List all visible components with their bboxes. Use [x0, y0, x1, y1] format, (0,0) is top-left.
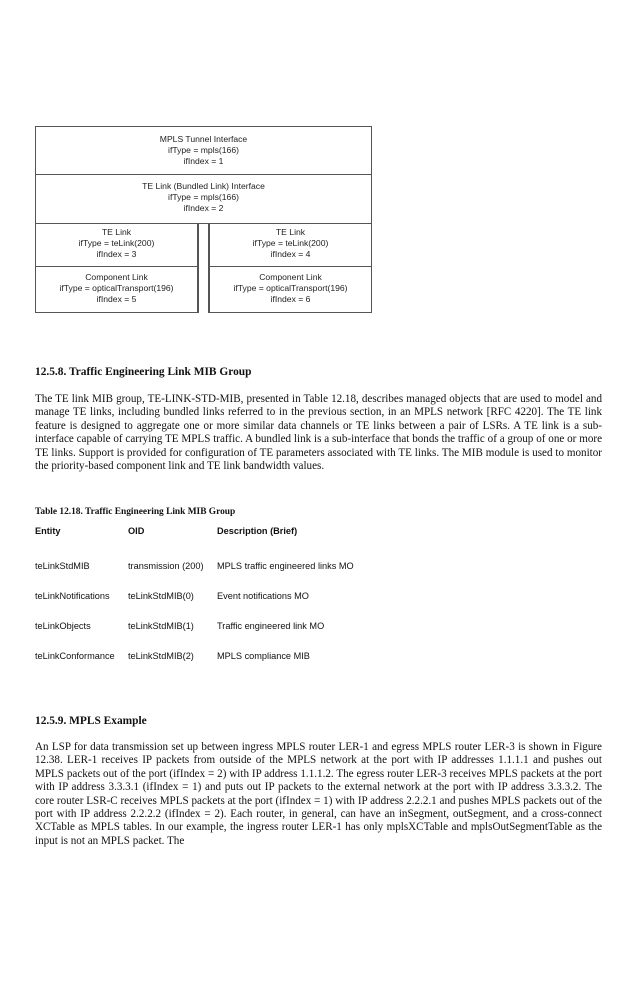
box-line: ifType = opticalTransport(196) — [233, 283, 348, 293]
box-line: MPLS Tunnel Interface — [159, 134, 248, 144]
column-header-description: Description (Brief) — [217, 526, 298, 536]
te-link-bundled-interface-box — [35, 174, 372, 224]
box-line: ifType = teLink(200) — [78, 238, 155, 248]
table-cell-entity: teLinkConformance — [35, 651, 115, 661]
table-cell-description: Traffic engineered link MO — [217, 621, 325, 631]
table-cell-entity: teLinkStdMIB — [35, 561, 90, 571]
te-link-4-box — [209, 223, 372, 267]
table-cell-oid: transmission (200) — [128, 561, 204, 571]
table-cell-description: MPLS traffic engineered links MO — [217, 561, 354, 571]
section-heading: 12.5.8. Traffic Engineering Link MIB Group — [35, 366, 252, 378]
box-line: ifIndex = 3 — [96, 249, 137, 259]
table-caption: Table 12.18. Traffic Engineering Link MIB Group — [35, 507, 236, 517]
box-line: TE Link (Bundled Link) Interface — [142, 181, 265, 191]
box-line: ifIndex = 5 — [96, 294, 137, 304]
table-cell-entity: teLinkObjects — [35, 621, 91, 631]
component-link-5-box — [35, 266, 198, 313]
section-paragraph: An LSP for data transmission set up between ingress MPLS router LER-1 and egress MPLS router LER-3 is shown in Figure 12.38. LER-1 receives IP packets from outside of the MPLS network at the port with IP addresses 1.1.1.1 and pushes out MPLS packets out of the port (ifIndex = 2) with IP address 1.1.1.2. The egress router LER-3 receives MPLS packets at the port with IP address 3.3.3.1 (ifIndex = 1) and puts out IP packets to the external network at the port with IP address 3.3.3.2. The core router LSR-C receives MPLS packets at the port (ifIndex = 1) with IP address 2.2.2.1 and pushes MPLS packets out of the port with IP address 2.2.2.2 (ifIndex = 2). Each router, in general, can have an inSegment, outSegment, and a cross-connect XCTable as MPLS tables. In our example, the ingress router LER-1 has only mplsXCTable and mplsOutSegmentTable as the input is not an MPLS packet. The — [35, 741, 602, 847]
box-line: Component Link — [259, 272, 322, 282]
box-line: ifIndex = 4 — [270, 249, 311, 259]
table-cell-description: Event notifications MO — [217, 591, 309, 601]
column-header-oid: OID — [128, 526, 145, 536]
box-line: ifType = mpls(166) — [168, 145, 239, 155]
section-paragraph: The TE link MIB group, TE-LINK-STD-MIB, presented in Table 12.18, describes managed objects that are used to model and manage TE links, including bundled links referred to in the previous section, in an MPLS network [RFC 4220]. The TE link feature is designed to aggregate one or more similar data channels or TE links between a pair of LSRs. A TE link is a sub-interface capable of carrying TE MPLS traffic. A bundled link is a sub-interface that bonds the traffic of a group of one or more TE links. Support is provided for configuration of TE parameters associated with TE links. The MIB module is used to monitor the priority-based component link and TE link bandwidth values. — [35, 393, 602, 473]
section-heading: 12.5.9. MPLS Example — [35, 715, 147, 727]
box-line: Component Link — [85, 272, 148, 282]
interface-stack-diagram — [35, 126, 372, 313]
box-line: ifIndex = 1 — [183, 156, 224, 166]
box-line: ifIndex = 6 — [270, 294, 311, 304]
mpls-tunnel-interface-box — [35, 126, 372, 175]
table-cell-oid: teLinkStdMIB(1) — [128, 621, 194, 631]
box-line: ifType = teLink(200) — [252, 238, 329, 248]
diagram-divider — [198, 224, 209, 313]
box-line: ifIndex = 2 — [183, 203, 224, 213]
box-line: ifType = opticalTransport(196) — [59, 283, 174, 293]
box-line: ifType = mpls(166) — [168, 192, 239, 202]
component-link-6-box — [209, 266, 372, 313]
box-line: TE Link — [275, 227, 306, 237]
te-link-3-box — [35, 223, 198, 267]
box-line: TE Link — [101, 227, 132, 237]
table-cell-entity: teLinkNotifications — [35, 591, 110, 601]
table-cell-oid: teLinkStdMIB(0) — [128, 591, 194, 601]
table-cell-oid: teLinkStdMIB(2) — [128, 651, 194, 661]
table-cell-description: MPLS compliance MIB — [217, 651, 310, 661]
column-header-entity: Entity — [35, 526, 61, 536]
